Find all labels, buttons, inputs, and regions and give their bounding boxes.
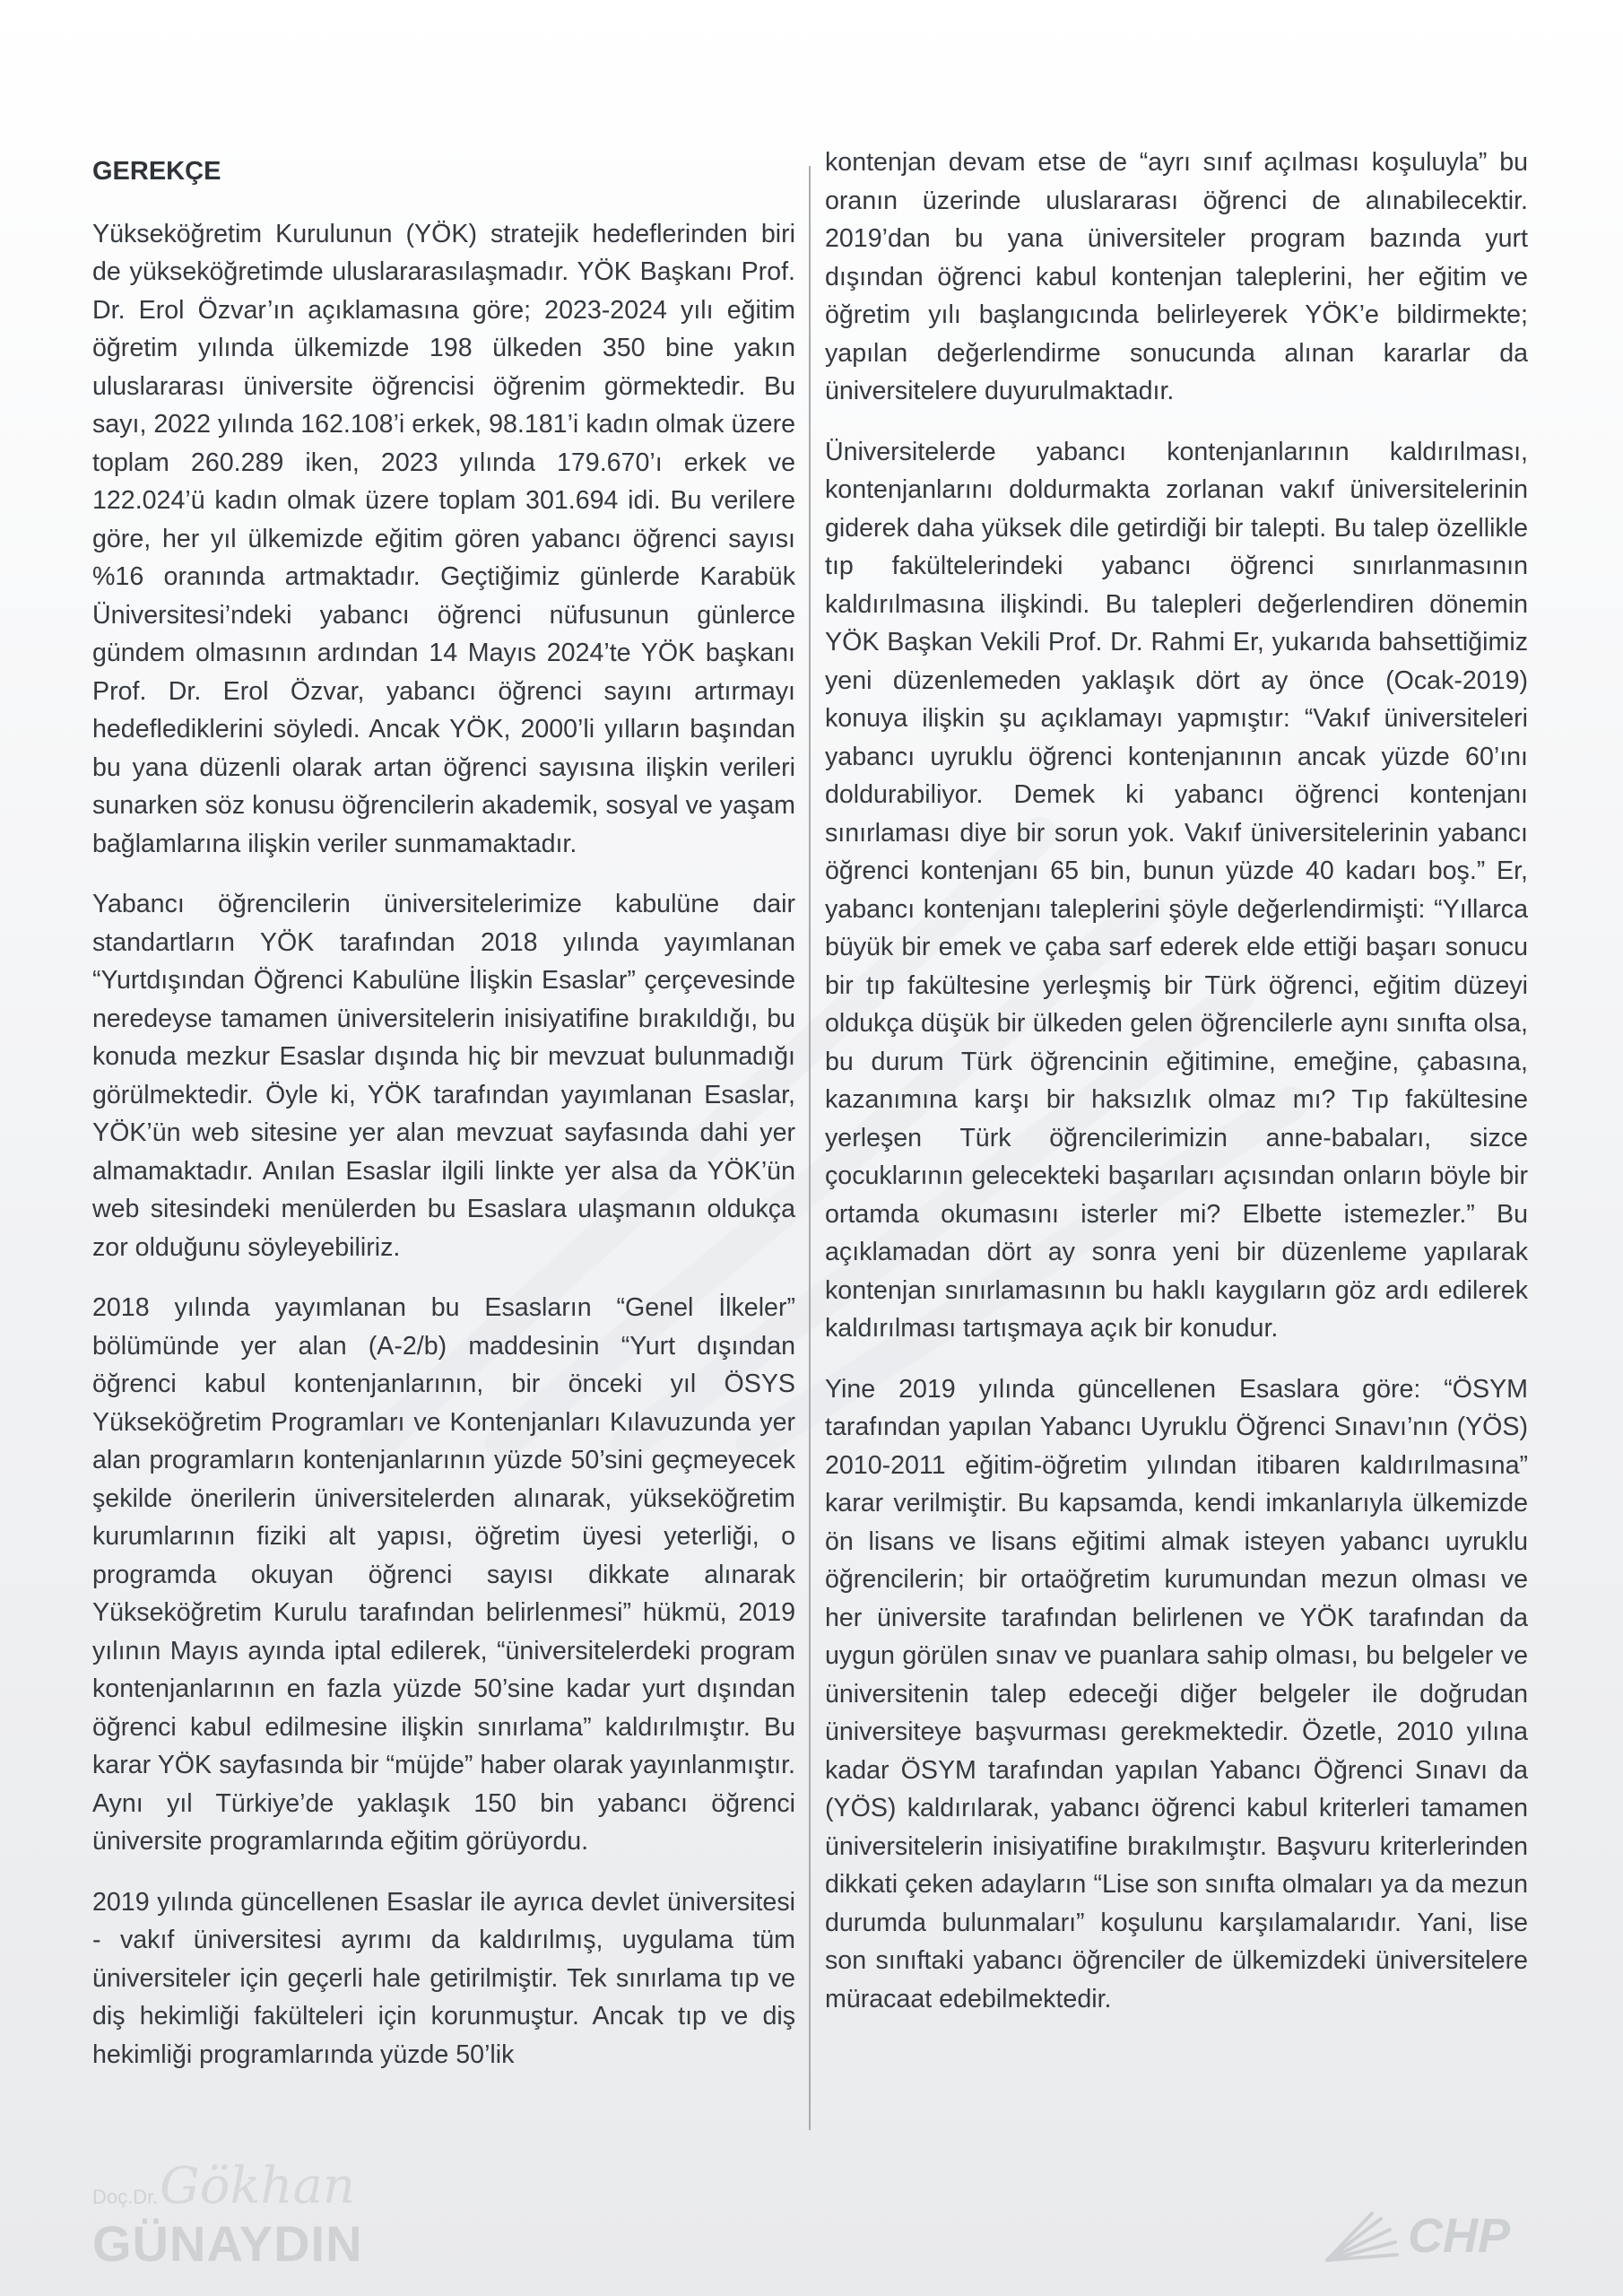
paragraph: Yabancı öğrencilerin üniversitelerimize kabulüne dair standartların YÖK tarafından 2018 yılında yayımlanan “Yurtdışından Öğrenci Kabulüne İlişkin Esaslar” çerçevesinde neredeyse tamamen üniversitelerin inisiyatifine bırakıldığı, bu konuda mezkur Esaslar dışında hiç bir mevzuat bulunmadığı görülmektedir. Öyle ki, YÖK tarafından yayımlanan Esaslar, YÖK’ün web sitesine yer alan mevzuat sayfasında dahi yer almamaktadır. Anılan Esaslar ilgili linkte yer alsa da YÖK’ün web sitesindeki menülerden bu Esaslara ulaşmanın oldukça zor olduğunu söyleyebiliriz. (92, 890, 795, 1262)
left-column (92, 144, 795, 2096)
signature-mark (92, 2157, 363, 2274)
paragraph: Üniversitelerde yabancı kontenjanlarının kaldırılması, kontenjanlarını doldurmakta zorlanan vakıf üniversitelerinin giderek daha yüksek dile getirdiği bir talepti. Bu talep özellikle tıp fakültelerindeki yabancı öğrenci sınırlanmasının kaldırılmasına ilişkindi. Bu talepleri değerlendiren dönemin YÖK Başkan Vekili Prof. Dr. Rahmi Er, yukarıda bahsettiğimiz yeni düzenlemeden yaklaşık dört ay önce (Ocak-2019) konuya ilişkin şu açıklamayı yapmıştır: “Vakıf üniversiteleri yabancı uyruklu öğrenci kontenjanının ancak yüzde 60’ını doldurabiliyor. Demek ki yabancı öğrenci kontenjanı sınırlaması diye bir sorun yok. Vakıf üniversitelerinin yabancı öğrenci kontenjanı 65 bin, bunun yüzde 40 kadarı boş.” Er, yabancı kontenjanı taleplerini şöyle değerlendirmişti: “Yıllarca büyük bir emek ve çaba sarf ederek elde ettiği başarı sonucu bir tıp fakültesine yerleşmiş bir Türk öğrenci, eğitim düzeyi oldukça düşük bir ülkeden gelen öğrencilerle aynı sınıfta olsa, bu durum Türk öğrencinin eğitimine, emeğine, çabasına, kazanımına karşı bir haksızlık olmaz mı? Tıp fakültesine yerleşen Türk öğrencilerimizin anne-babaları, sizce çocuklarının gelecekteki başarıları açısından onların böyle bir ortamda okumasını isterler mi? Elbette istemezler.” Bu açıklamadan dört ay sonra yeni bir düzenleme yapılarak kontenjan sınırlamasının bu haklı kaygıların göz ardı edilerek kaldırılması tartışmaya açık bir konudur. (825, 437, 1528, 1343)
paragraph: Yükseköğretim Kurulunun (YÖK) stratejik hedeflerinden biri de yükseköğretimde uluslararasılaşmadır. YÖK Başkanı Prof. Dr. Erol Özvar’ın açıklamasına göre; 2023-2024 yılı eğitim öğretim yılında ülkemizde 198 ülkeden 350 bine yakın uluslararası üniversite öğrencisi öğrenim görmektedir. Bu sayı, 2022 yılında 162.108’i erkek, 98.181’i kadın olmak üzere toplam 260.289 iken, 2023 yılında 179.670’ı erkek ve 122.024’ü kadın olmak üzere toplam 301.694 idi. Bu verilere göre, her yıl ülkemizde eğitim gören yabancı öğrenci sayısı %16 oranında artmaktadır. Geçtiğimiz günlerde Karabük Üniversitesi’ndeki yabancı öğrenci nüfusunun günlerce gündem olmasının ardından 14 Mayıs 2024’te YÖK başkanı Prof. Dr. Erol Özvar, yabancı öğrenci sayını artırmayı hedeflediklerini söyledi. Ancak YÖK, 2000’li yılların başından bu yana düzenli olarak artan öğrenci sayısına ilişkin verileri sunarken söz konusu öğrencilerin akademik, sosyal ve yaşam bağlamlarına ilişkin veriler sunmamaktadır. (92, 219, 795, 858)
party-logo (1318, 2208, 1533, 2271)
column-divider (809, 166, 811, 2130)
signature-title: Doç.Dr. (92, 2186, 159, 2208)
logo-text: CHP (1408, 2209, 1511, 2263)
right-column (825, 144, 1528, 2040)
signature-script: Gökhan (160, 2157, 355, 2215)
paragraph: 2018 yılında yayımlanan bu Esasların “Genel İlkeler” bölümünde yer alan (A-2/b) maddesinin “Yurt dışından öğrenci kabul kontenjanlarının, bir önceki yıl ÖSYS Yükseköğretim Programları ve Kontenjanları Kılavuzunda yer alan programların kontenjanlarının yüzde 50’sini geçmeyecek şekilde önerilerin üniversitelerden alınarak, yükseköğretim kurumlarının fiziki alt yapısı, öğretim üyesi yeterliği, o programda okuyan öğrenci sayısı dikkate alınarak Yükseköğretim Kurulu tarafından belirlenmesi” hükmü, 2019 yılının Mayıs ayında iptal edilerek, “üniversitelerdeki program kontenjanlarının en fazla yüzde 50’sine kadar yurt dışından öğrenci kabul edilmesine ilişkin sınırlama” kaldırılmıştır. Bu karar YÖK sayfasında bir “müjde” haber olarak yayınlanmıştır. Aynı yıl Türkiye’de yaklaşık 150 bin yabancı öğrenci üniversite programlarında eğitim görüyordu. (92, 1293, 795, 1856)
signature-name: GÜNAYDIN (92, 2215, 363, 2272)
paragraph: Yine 2019 yılında güncellenen Esaslara göre: “ÖSYM tarafından yapılan Yabancı Uyruklu Öğrenci Sınavı’nın (YÖS) 2010-2011 eğitim-öğretim yılından itibaren kaldırılmasına” karar verilmiştir. Bu kapsamda, kendi imkanlarıyla ülkemizde ön lisans ve lisans eğitimi almak isteyen yabancı uyruklu öğrencilerin; bir ortaöğretim kurumundan mezun olması ve her üniversite tarafından belirlenen ve YÖK tarafından da uygun görülen sınav ve puanlara sahip olması, bu belgeler ve üniversitenin talep edeceği diğer belgeler ile doğrudan üniversiteye başvurması gerekmektedir. Özetle, 2010 yılına kadar ÖSYM tarafından yapılan Yabancı Öğrenci Sınavı da (YÖS) kaldırılarak, yabancı öğrenci kabul kriterleri tamamen üniversitelerin inisiyatifine bırakılmıştır. Başvuru kriterlerinden dikkati çeken adayların “Lise son sınıfta olmaları ya da mezun durumda bulunmaları” koşulunu karşılamalarıdır. Yani, lise son sınıftaki yabancı öğrenciler de ülkemizdeki üniversitelere müracaat edebilmektedir. (825, 1374, 1528, 2013)
paragraph: kontenjan devam etse de “ayrı sınıf açılması koşuluyla” bu oranın üzerinde uluslararası öğrenci de alınabilecektir. 2019’dan bu yana üniversiteler program bazında yurt dışından öğrenci kabul kontenjan taleplerini, her eğitim ve öğretim yılı başlangıcında belirleyerek YÖK’e bildirmekte; yapılan değerlendirme sonucunda alınan kararlar da üniversitelere duyurulmaktadır. (825, 148, 1528, 405)
section-heading: GEREKÇE (92, 157, 221, 186)
paragraph: 2019 yılında güncellenen Esaslar ile ayrıca devlet üniversitesi - vakıf üniversitesi ayrımı da kaldırılmış, uygulama tüm üniversiteler için geçerli hale getirilmiştir. Tek sınırlama tıp ve diş hekimliği fakülteleri için korunmuştur. Ancak tıp ve diş hekimliği programlarında yüzde 50’lik (92, 1887, 795, 2069)
torch-icon (1318, 2208, 1403, 2271)
